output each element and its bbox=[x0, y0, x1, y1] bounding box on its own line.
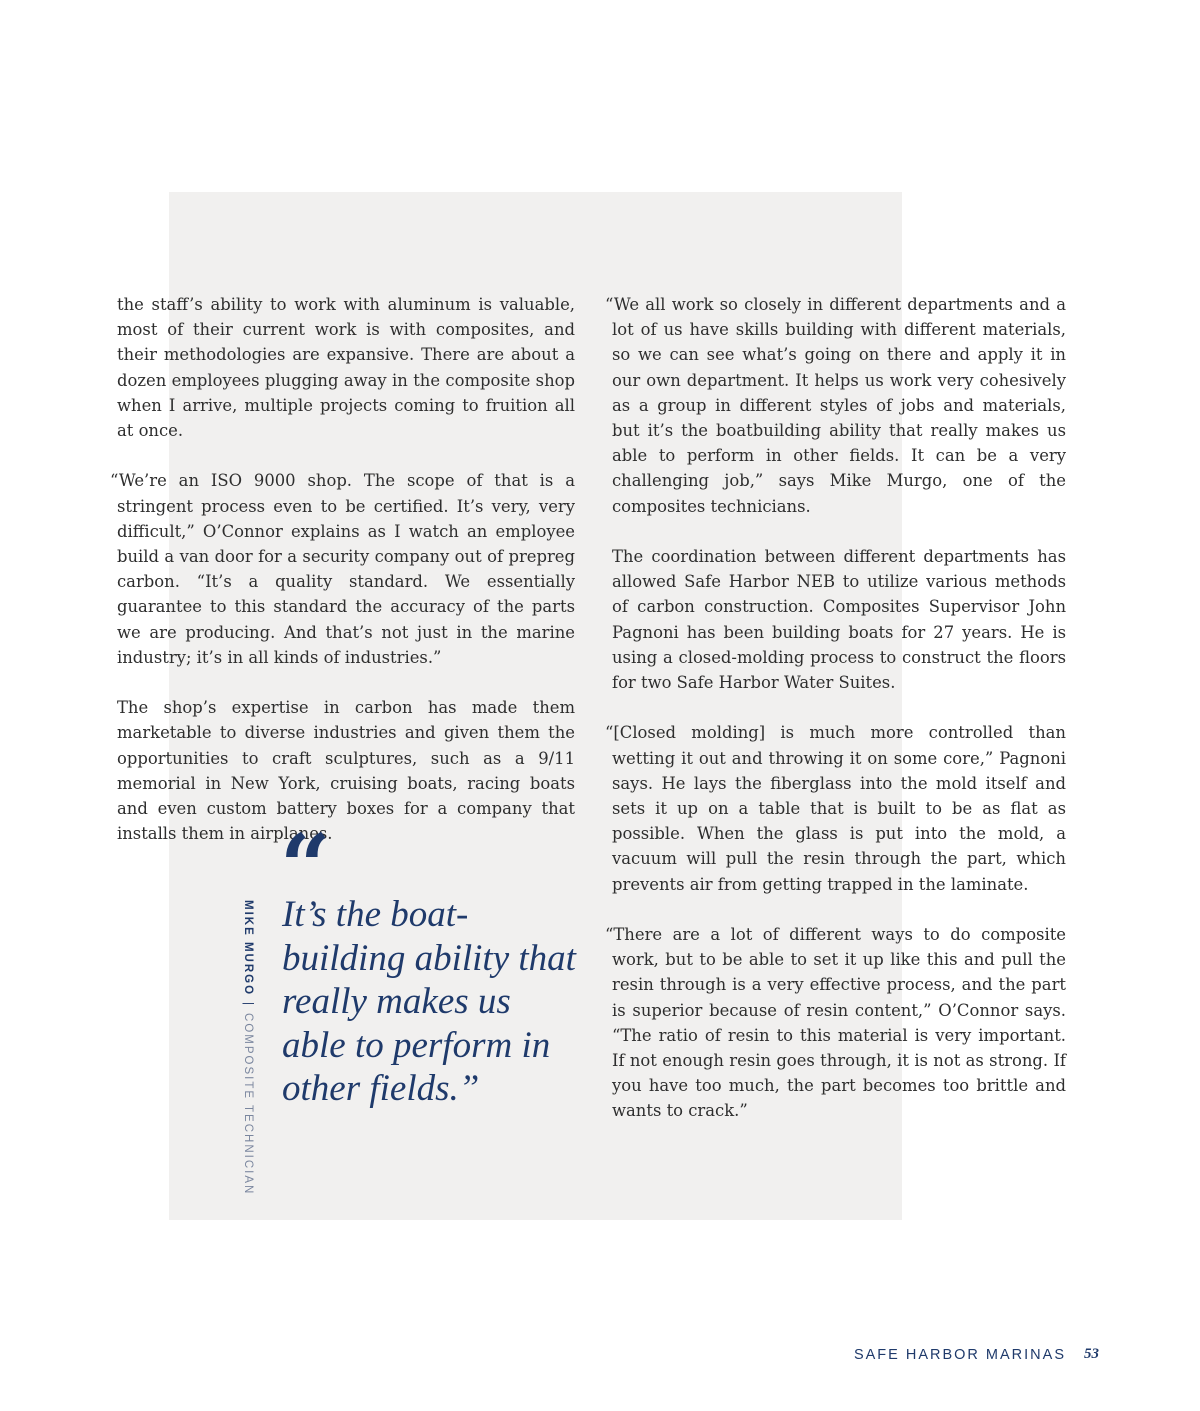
body-paragraph: The shop’s expertise in carbon has made them marketable to diverse industries and given them the opportunities to craft sculptures, such as a 9/11 memorial in New York, cruising boats, racing boats and even custom battery boxes for a company that installs them in airplanes. bbox=[117, 698, 575, 844]
footer-publication: SAFE HARBOR MARINAS bbox=[853, 1347, 1066, 1363]
body-paragraph: the staff’s ability to work with aluminum is valuable, most of their current work is with composites, and their methodologies are expansive. There are about a dozen employees plugging away in the composite shop when I arrive, multiple projects coming to fruition all at once. bbox=[117, 295, 575, 441]
body-paragraph: “We’re an ISO 9000 shop. The scope of that is a stringent process even to be certified. It’s very, very difficult,” O’Connor explains as I watch an employee build a van door for a security company out of prepreg carbon. “It’s a quality standard. We essentially guarantee to this standard the accuracy of the parts we are producing. And that’s not just in the marine industry; it’s in all kinds of industries.” bbox=[110, 471, 575, 667]
pull-quote-text: It’s the boat-building ability that really makes us able to perform in other fields.” bbox=[282, 894, 576, 1109]
quote-mark-icon: “ bbox=[280, 814, 331, 918]
right-column bbox=[605, 292, 1066, 1149]
left-column bbox=[110, 292, 575, 872]
body-paragraph: “[Closed molding] is much more controlled than wetting it out and throwing it on some core,” Pagnoni says. He lays the fiberglass into the mold itself and sets it up on a table that is built to be as flat as possible. When the glass is put into the mold, a vacuum will pull the resin through the part, which prevents air from getting trapped in the laminate. bbox=[605, 723, 1066, 894]
attribution-role: COMPOSITE TECHNICIAN bbox=[242, 1013, 254, 1196]
page-number: 53 bbox=[1084, 1346, 1099, 1362]
attribution-name: MIKE MURGO bbox=[242, 900, 254, 997]
attribution-separator: | bbox=[242, 1002, 254, 1008]
body-paragraph: The coordination between different departments has allowed Safe Harbor NEB to utilize various methods of carbon construction. Composites Supervisor John Pagnoni has been building boats for 27 years. He is using a closed-molding process to construct the floors for two Safe Harbor Water Suites. bbox=[612, 547, 1066, 693]
pull-quote-attribution bbox=[242, 900, 254, 1195]
body-paragraph: “There are a lot of different ways to do composite work, but to be able to set it up like this and pull the resin through is a very effective process, and the part is superior because of resin content,” O’Connor says. “The ratio of resin to this material is very important. If not enough resin goes through, it is not as strong. If you have too much, the part becomes too brittle and wants to crack.” bbox=[605, 925, 1066, 1121]
body-paragraph: “We all work so closely in different departments and a lot of us have skills building with different materials, so we can see what’s going on there and apply it in our own department. It helps us work very cohesively as a group in different styles of jobs and materials, but it’s the boatbuilding ability that really makes us able to perform in other fields. It can be a very challenging job,” says Mike Murgo, one of the composites technicians. bbox=[605, 295, 1066, 516]
